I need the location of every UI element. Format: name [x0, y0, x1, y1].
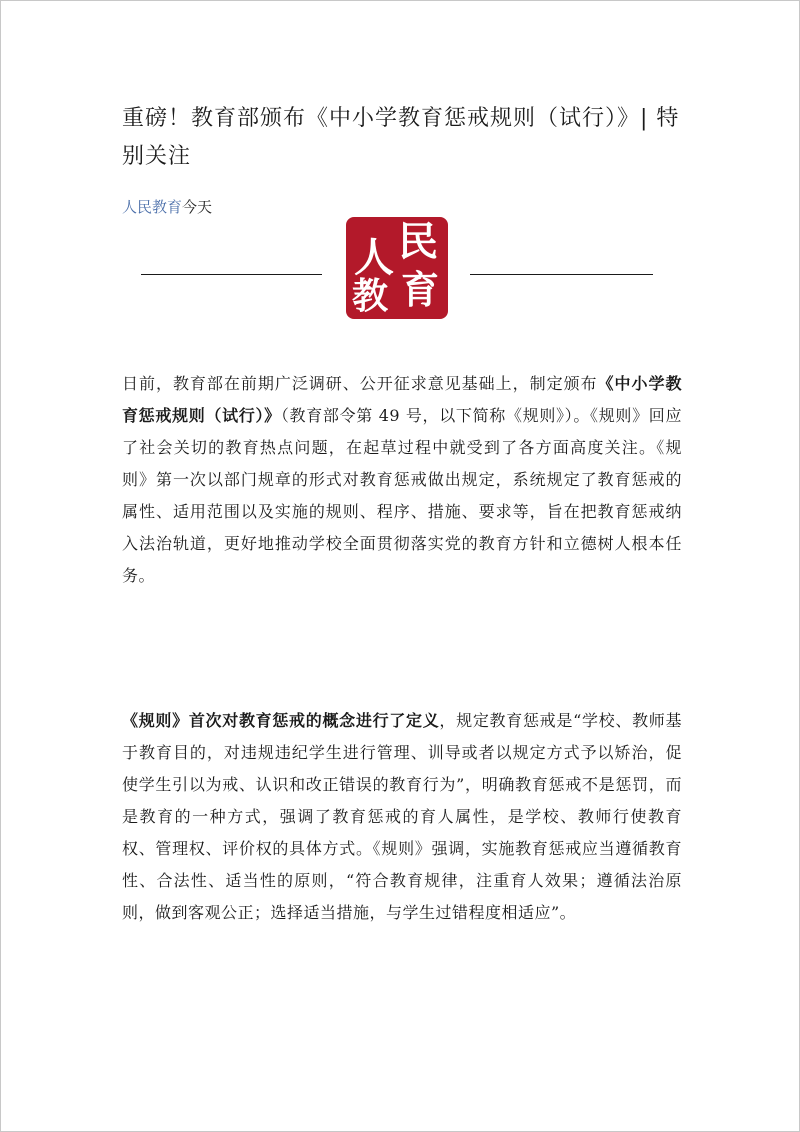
- divider-left: [141, 274, 322, 275]
- publish-date: 今天: [182, 198, 213, 216]
- body-paragraph-1: [122, 368, 682, 592]
- regulation-name: 《中小学教育惩戒规则（试行）》: [122, 374, 682, 425]
- logo-char: 教: [352, 275, 389, 317]
- article-meta: [122, 196, 212, 218]
- renmin-jiaoyu-logo: [346, 217, 448, 319]
- paragraph-heading: 《规则》首次对教育惩戒的概念进行了定义: [122, 711, 440, 730]
- paragraph-lead: 日前，教育部在前期广泛调研、公开征求意见基础上，制定颁布: [122, 374, 598, 393]
- paragraph-text: ，规定教育惩戒是“学校、教师基于教育目的，对违规违纪学生进行管理、训导或者以规定方式予以矫治，促使学生引以为戒、认识和改正错误的教育行为”，明确教育惩戒不是惩罚，而是教育的一种方式，强调了教育惩戒的育人属性，是学校、教师行使教育权、管理权、评价权的具体方式。《规则》强调，实施教育惩戒应当遵循教育性、合法性、适当性的原则，“符合教育规律，注重育人效果；遵循法治原则，做到客观公正；选择适当措施，与学生过错程度相适应”。: [122, 711, 682, 922]
- logo-char: 民: [398, 218, 438, 265]
- paragraph-text: （教育部令第 49 号，以下简称《规则》）。《规则》回应了社会关切的教育热点问题，在起草过程中就受到了各方面高度关注。《规则》第一次以部门规章的形式对教育惩戒做出规定，系统规定了教育惩戒的属性、适用范围以及实施的规则、程序、措施、要求等，旨在把教育惩戒纳入法治轨道，更好地推动学校全面贯彻落实党的教育方针和立德树人根本任务。: [122, 406, 682, 585]
- logo-char: 育: [401, 267, 440, 312]
- body-paragraph-2: [122, 705, 682, 929]
- divider-right: [470, 274, 653, 275]
- source-link[interactable]: 人民教育: [122, 198, 183, 216]
- article-title: 重磅！教育部颁布《中小学教育惩戒规则（试行）》| 特别关注: [122, 106, 680, 169]
- logo-char: 人: [354, 234, 394, 281]
